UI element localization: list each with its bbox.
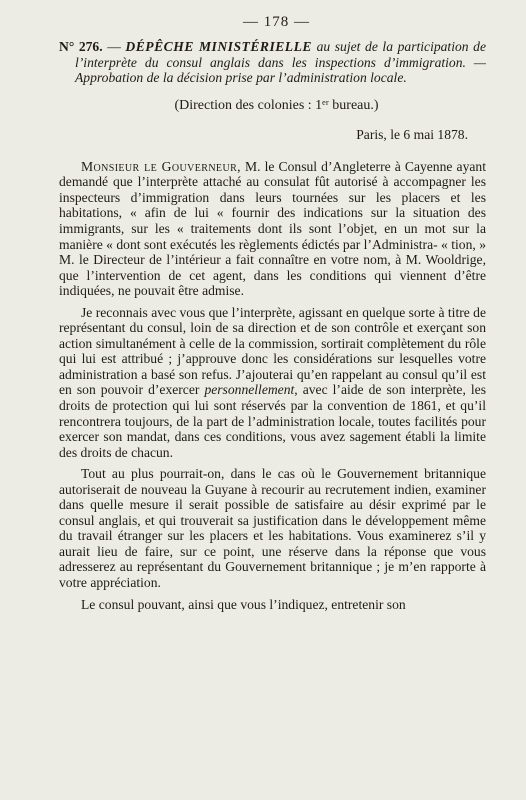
page-number: — 178 — (243, 14, 310, 30)
dispatch-title: DÉPÊCHE MINISTÉRIELLE (125, 39, 312, 54)
paragraph-2-emphasis: personnellement (204, 382, 295, 398)
paragraph-2-text-b: , avec l’aide de son interprète, les droits de protection qui lui sont réservés par la convention de 1861, et qu’il rencontrera toujours, de la part de l’administration locale, toutes facilités pour exercer son mandat, dans ces conditions, vous avez sagement établi la limite des droits de chacun. (59, 382, 486, 460)
dateline: Paris, le 6 mai 1878. (356, 126, 468, 142)
heading-dash: — (107, 39, 121, 54)
paragraph-3: Tout au plus pourrait-on, dans le cas où le Gouvernement britannique autoriserait de nouveau la Guyane à recourir au recrutement indien, examiner dans quelle mesure il serait possible de satisfaire au désir exprimé par le consul anglais, et qui trouverait sa justification dans le développement même du travail étranger sur les placers et les habitations. Vous examinerez s’il y aurait lieu de faire, sur ce point, une réserve dans la réponse que vous adresserez au représentant du Gouvernement britannique ; je m’en rapporte à votre appréciation. (59, 466, 486, 590)
paragraph-2 (59, 305, 486, 460)
dispatch-heading (59, 39, 486, 86)
paragraph-4: Le consul pouvant, ainsi que vous l’indiquez, entretenir son (81, 596, 406, 612)
direction-line: (Direction des colonies : 1ᵉʳ bureau.) (174, 97, 379, 113)
dispatch-subject: au sujet de la participation de l’interprète du consul anglais dans les inspections d’immigration. — Approbation de la décision prise par l’administration locale. (75, 39, 486, 86)
dispatch-number: N° 276. (59, 39, 103, 54)
paragraph-1 (59, 159, 486, 299)
letter-body (59, 159, 486, 612)
paragraph-2-text-a: Je reconnais avec vous que l’interprète, agissant en quelque sorte à titre de représentant du consul, loin de sa direction et de son contrôle et exerçant son action simultanément à celle de la commission, sortirait complètement du rôle qui lui est attribué ; j’approuve donc les considérations sur lesquelles votre administration a basé son refus. J’ajouterai qu’en rappelant au consul qu’il est en son pouvoir d’exercer (59, 304, 487, 398)
salutation: Monsieur le Gouverneur, (81, 158, 241, 174)
paragraph-1-text: M. le Consul d’Angleterre à Cayenne ayant demandé que l’interprète attaché au consulat fût autorisé à accompagner les inspecteurs d’immigration dans leurs tournées sur les placers et les habitations, « afin de lui « fournir des indications sur la situation des immigrants, sur les « traitements dont ils sont l’objet, en un mot sur la manière « dont sont exécutés les règlements édictés par l’Administra- « tion, » M. le Directeur de l’intérieur a fait connaître en votre nom, à M. Wooldrige, que l’intervention de cet agent, dans les conditions qui viennent d’être indiquées, ne pouvait être admise. (59, 158, 486, 299)
